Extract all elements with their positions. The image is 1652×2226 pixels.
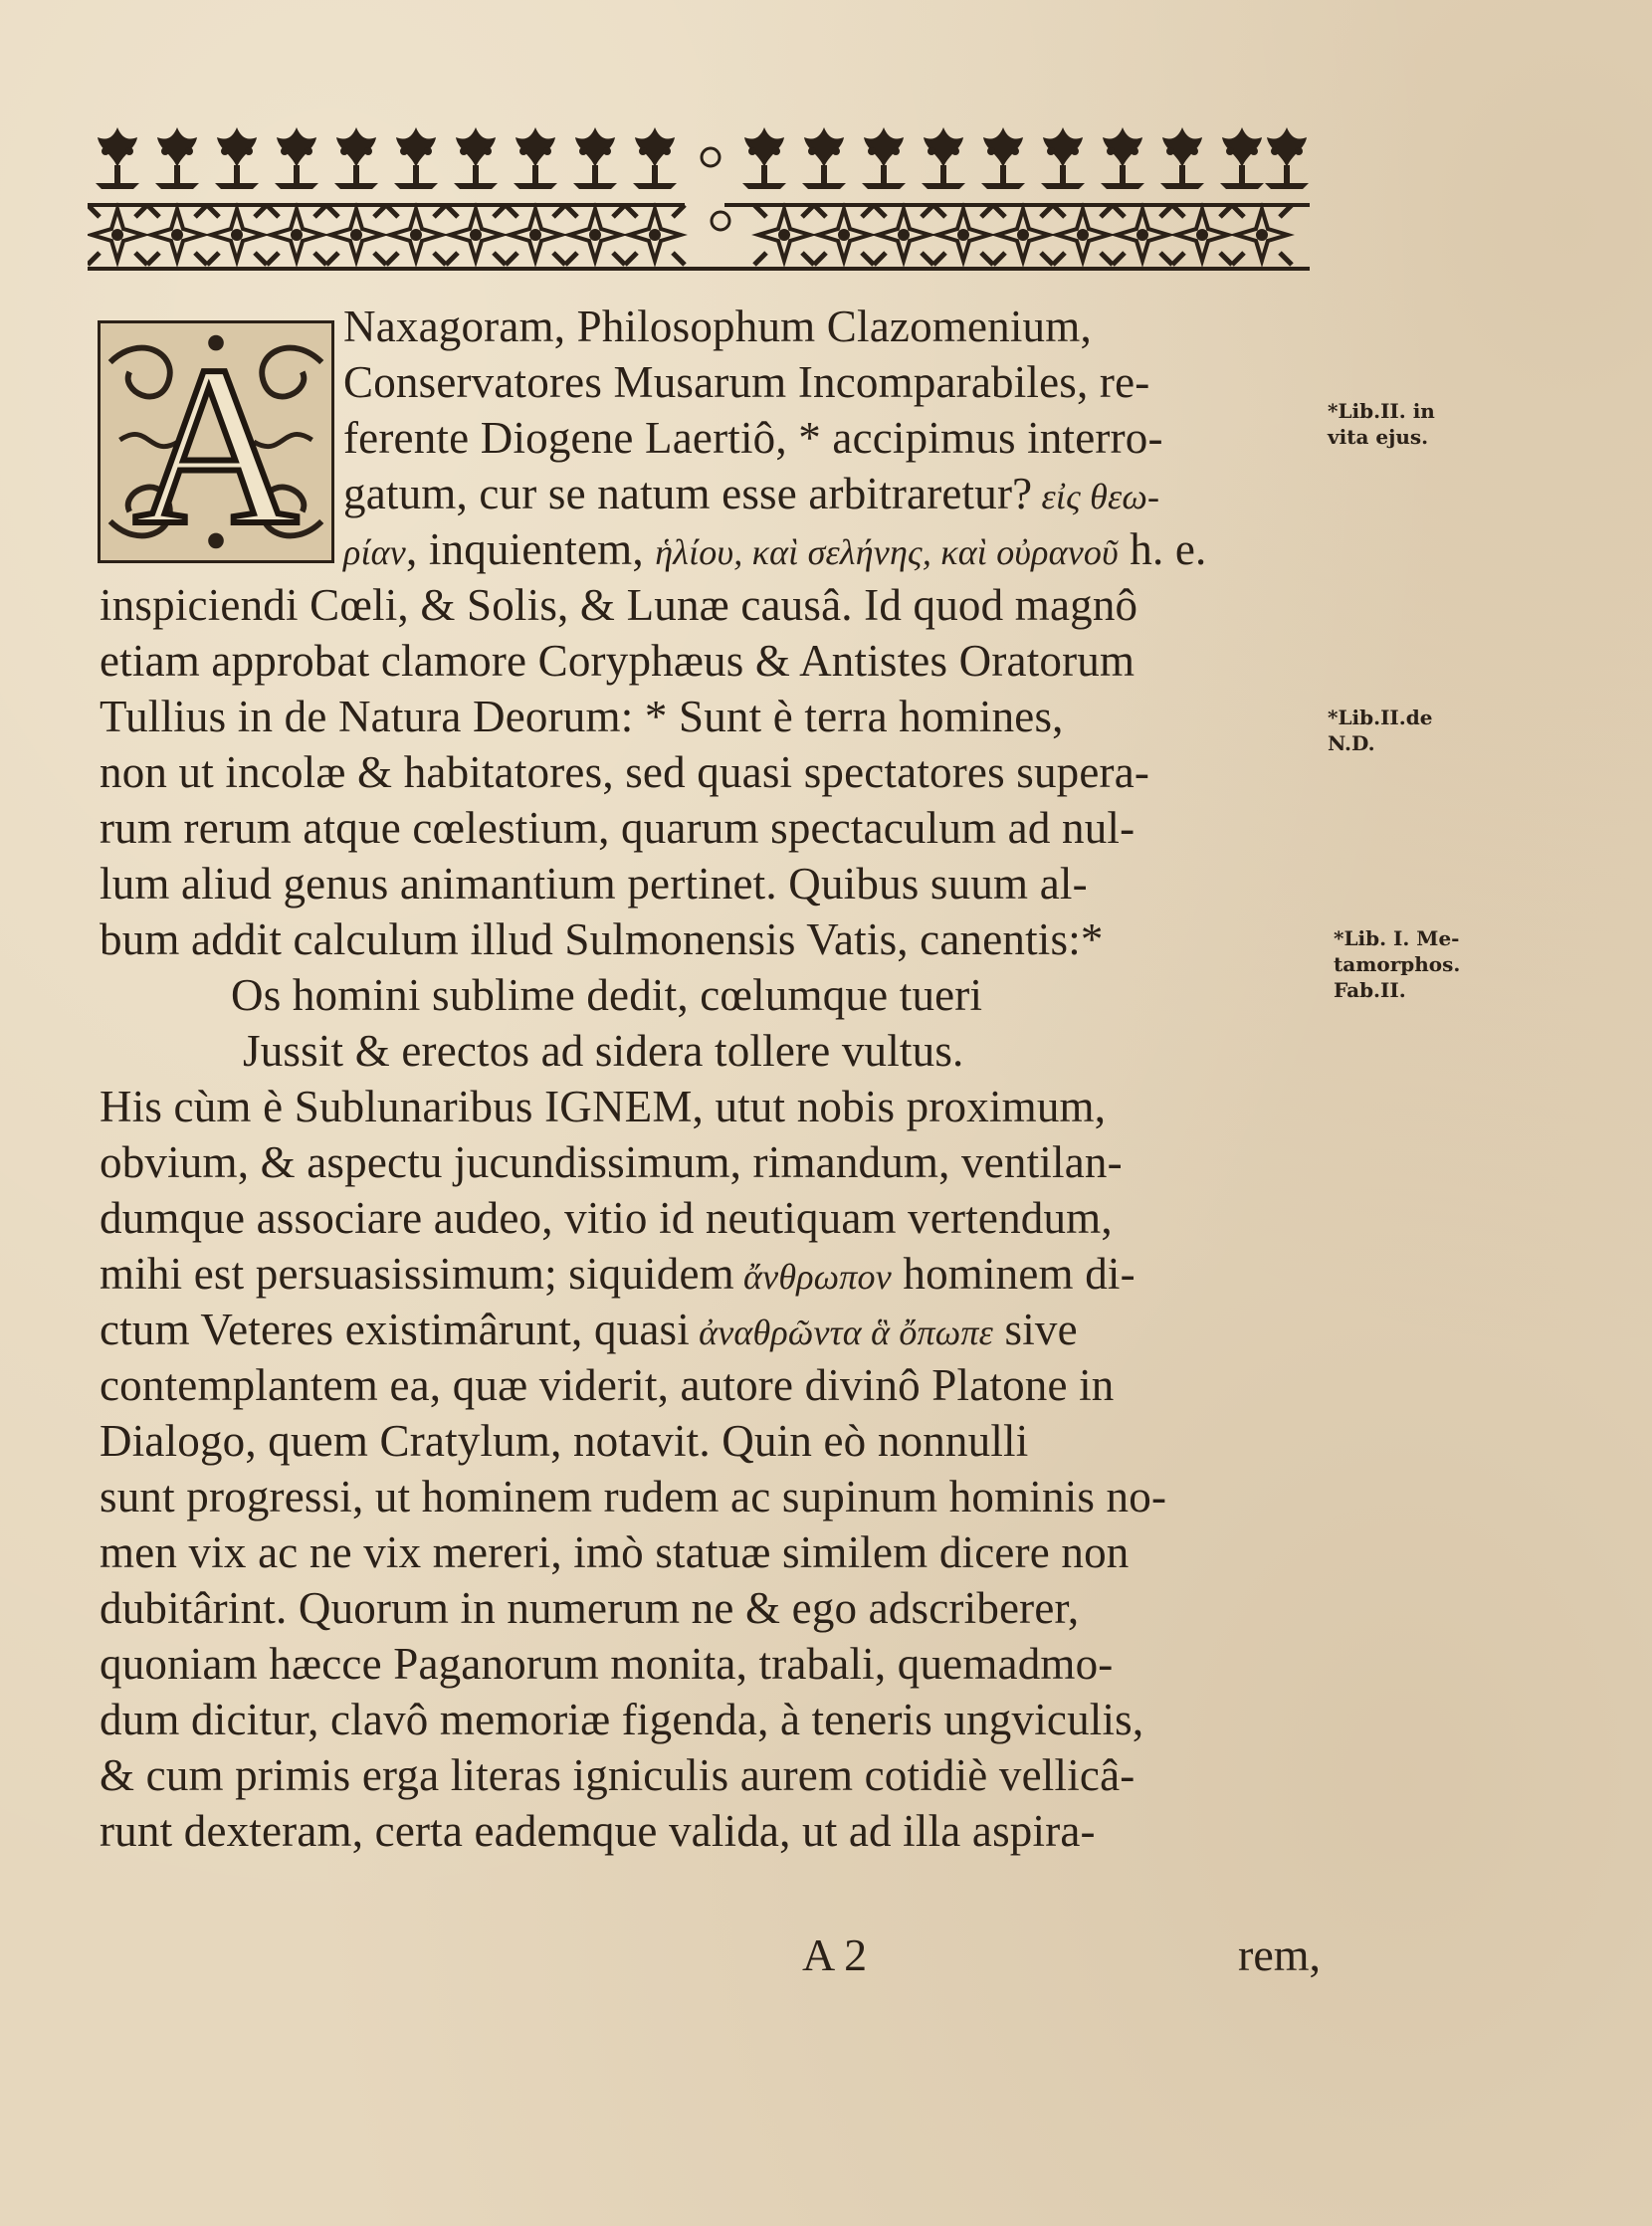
signature-mark: A 2	[802, 1929, 868, 1980]
line-text: ctum Veteres existimârunt, quasi	[100, 1305, 690, 1354]
text-line	[100, 633, 1135, 689]
margin-note-line: Fab.II.	[1334, 978, 1406, 1002]
greek-text: ρίαν	[343, 532, 406, 572]
line-text: gatum, cur se natum esse arbitraretur?	[343, 469, 1033, 518]
greek-text: ἡλίου, καὶ σελήνης, καὶ οὐρανοῦ	[655, 532, 1119, 572]
text-line	[100, 1134, 1123, 1190]
line-text: & cum primis erga literas igniculis aurem cotidiè vellicâ-	[100, 1750, 1136, 1800]
line-text: dubitârint. Quorum in numerum ne & ego adscriberer,	[100, 1583, 1080, 1633]
line-text: ferente Diogene Laertiô, * accipimus interro-	[343, 413, 1163, 463]
text-line	[100, 689, 1064, 744]
line-text: Naxagoram, Philosophum Clazomenium,	[343, 302, 1092, 351]
line-text: His cùm è Sublunaribus IGNEM, utut nobis proximum,	[100, 1082, 1107, 1131]
margin-note	[1334, 925, 1460, 1003]
text-line	[100, 1357, 1115, 1413]
line-text: hominem di-	[891, 1249, 1136, 1299]
catchword: rem,	[1238, 1929, 1322, 1980]
greek-text: ἄνθρωπον	[733, 1257, 892, 1297]
line-text: Conservatores Musarum Incomparabiles, re-	[343, 357, 1150, 407]
margin-note-line: *Lib.II.de	[1328, 706, 1433, 729]
ornamental-header-band	[88, 117, 1310, 287]
line-text: h. e.	[1118, 524, 1207, 574]
text-line	[100, 1302, 1078, 1360]
line-text: Dialogo, quem Cratylum, notavit. Quin eò nonnulli	[100, 1416, 1029, 1466]
text-line	[100, 744, 1149, 800]
text-line	[100, 856, 1088, 911]
margin-note	[1328, 705, 1432, 756]
margin-note-line: *Lib.II. in	[1328, 399, 1435, 423]
line-text: sive	[993, 1305, 1078, 1354]
greek-text: ἀναθρῶντα ἃ ὄπωπε	[689, 1313, 994, 1352]
line-text: etiam approbat clamore Coryphæus & Antistes Oratorum	[100, 636, 1136, 686]
text-line	[343, 299, 1092, 354]
margin-note-line: vita ejus.	[1328, 425, 1429, 449]
ornament-pattern	[88, 117, 1310, 287]
text-line	[100, 911, 1104, 967]
line-text: Jussit & erectos ad sidera tollere vultus.	[243, 1026, 964, 1076]
text-line	[100, 1803, 1096, 1859]
line-text: obvium, & aspectu jucundissimum, rimandum, ventilan-	[100, 1137, 1123, 1187]
text-line	[100, 1580, 1079, 1636]
margin-note	[1328, 398, 1435, 450]
line-text: inspiciendi Cœli, & Solis, & Lunæ causâ. Id quod magnô	[100, 580, 1138, 630]
text-line	[231, 967, 982, 1023]
text-line	[100, 1692, 1143, 1747]
text-line	[243, 1023, 964, 1079]
margin-note-line: *Lib. I. Me-	[1334, 926, 1460, 950]
line-text: quoniam hæcce Paganorum monita, trabali, quemadmo-	[100, 1639, 1114, 1689]
text-line	[100, 1190, 1113, 1246]
margin-note-line: N.D.	[1328, 731, 1375, 755]
text-line	[100, 1524, 1130, 1580]
decorated-initial	[98, 318, 334, 572]
line-text: rum rerum atque cœlestium, quarum spectaculum ad nul-	[100, 803, 1136, 853]
line-text: men vix ac ne vix mereri, imò statuæ similem dicere non	[100, 1527, 1130, 1577]
text-line	[343, 466, 1159, 524]
text-line	[100, 1636, 1113, 1692]
greek-text: εἰς θεω-	[1032, 477, 1160, 516]
text-line	[343, 354, 1149, 410]
line-text: contemplantem ea, quæ viderit, autore divinô Platone in	[100, 1360, 1115, 1410]
initial-letter: A	[132, 318, 300, 572]
line-text: mihi est persuasissimum; siquidem	[100, 1249, 734, 1299]
line-text: non ut incolæ & habitatores, sed quasi spectatores supera-	[100, 747, 1150, 797]
line-text: , inquientem,	[405, 524, 656, 574]
line-text: bum addit calculum illud Sulmonensis Vatis, canentis:*	[100, 914, 1104, 964]
line-text: Os homini sublime dedit, cœlumque tueri	[231, 970, 983, 1020]
text-line	[100, 1079, 1106, 1134]
line-text: dumque associare audeo, vitio id neutiquam vertendum,	[100, 1193, 1113, 1243]
line-text: dum dicitur, clavô memoriæ figenda, à teneris ungviculis,	[100, 1695, 1144, 1744]
line-text: lum aliud genus animantium pertinet. Quibus suum al-	[100, 859, 1088, 909]
text-line	[100, 1469, 1166, 1524]
line-text: runt dexteram, certa eademque valida, ut ad illa aspira-	[100, 1806, 1096, 1856]
text-line	[100, 1413, 1028, 1469]
line-text: sunt progressi, ut hominem rudem ac supinum hominis no-	[100, 1472, 1167, 1521]
text-line	[100, 577, 1137, 633]
text-line	[100, 1246, 1136, 1305]
text-line	[100, 1747, 1135, 1803]
text-line	[343, 410, 1163, 466]
text-line	[343, 521, 1207, 580]
text-line	[100, 800, 1135, 856]
line-text: Tullius in de Natura Deorum: * Sunt è terra homines,	[100, 692, 1064, 741]
margin-note-line: tamorphos.	[1334, 952, 1461, 976]
